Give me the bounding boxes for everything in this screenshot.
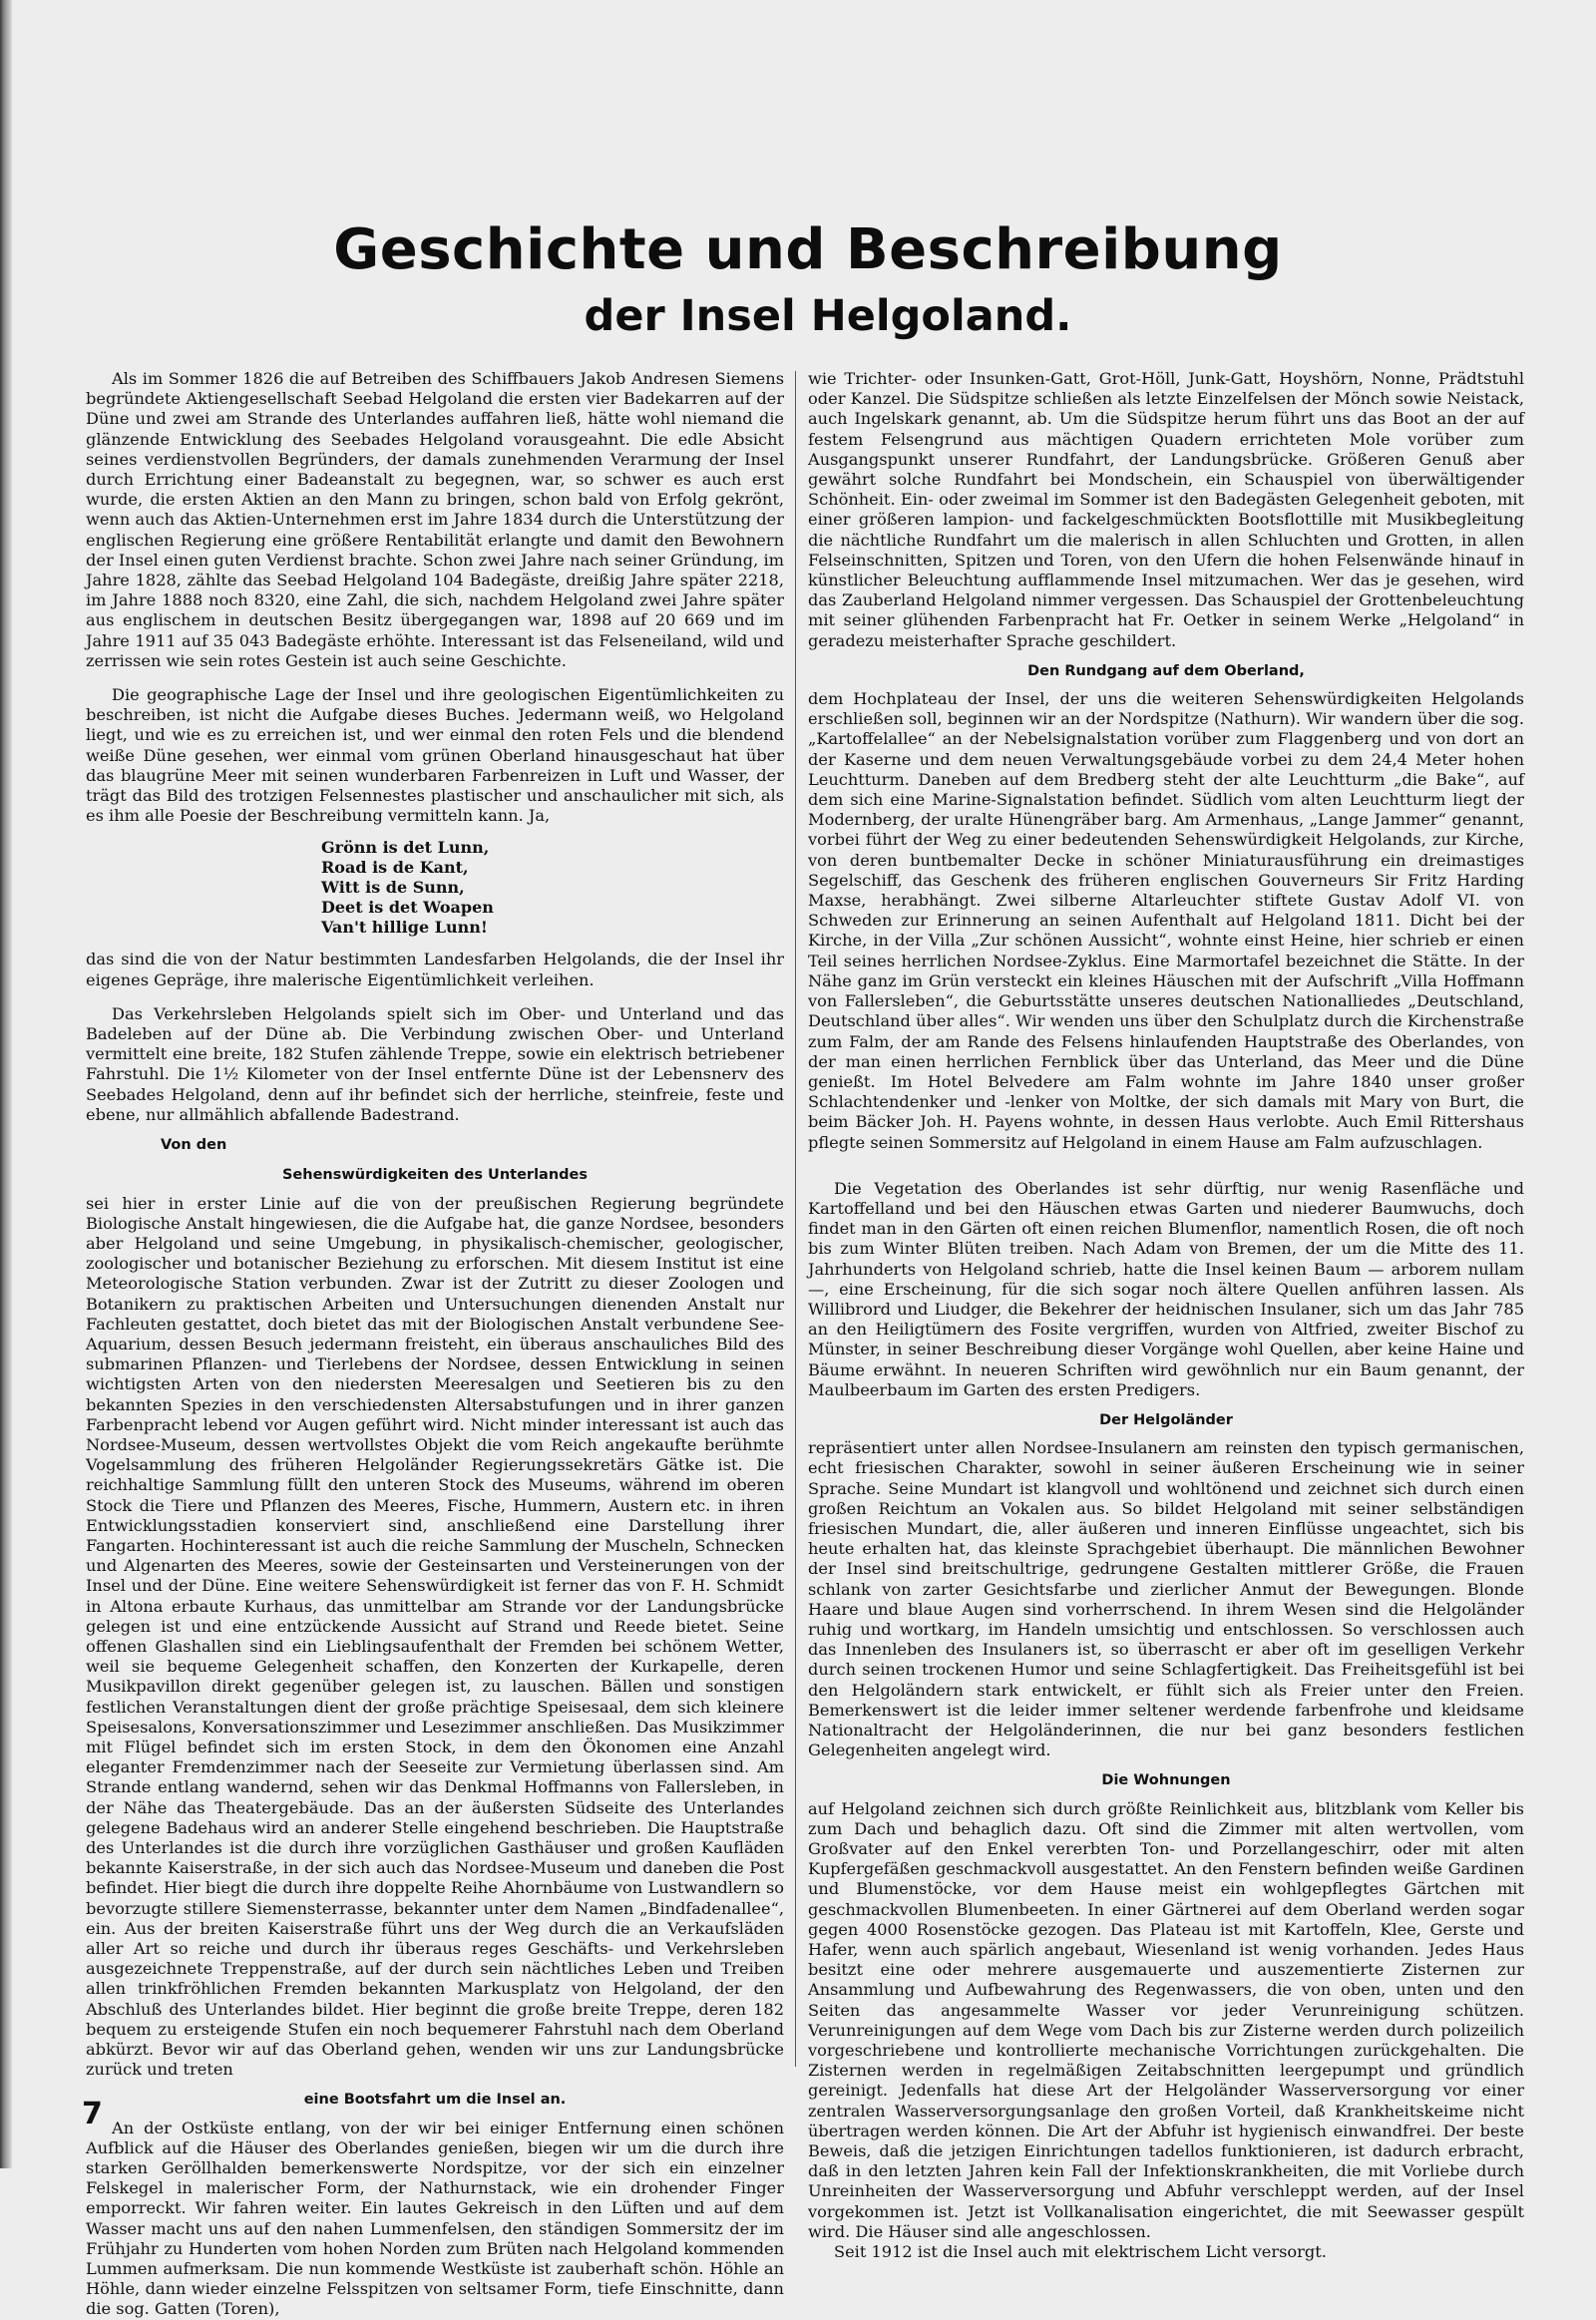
paragraph: das sind die von der Natur bestimmten Landesfarben Helgolands, die der Insel ihr eigenes Gepräge, ihre malerische Eigentümlichkeit verleihen.	[86, 950, 784, 989]
column-divider	[795, 371, 796, 2067]
document-page	[60, 0, 1556, 2319]
poem-line: Road is de Kant,	[321, 858, 469, 878]
page-number: 7	[82, 2097, 103, 2131]
left-column	[86, 369, 784, 2319]
page-subtitle: der Insel Helgoland.	[584, 291, 1072, 341]
poem	[321, 838, 784, 938]
paragraph: wie Trichter- oder Insunken-Gatt, Grot-Höll, Junk-Gatt, Hoyshörn, Nonne, Prädtstuhl oder Kanzel. Die Südspitze schließen als letzte Einzelfelsen der Mönch sowie Neistack, auch Ingelskark genannt, ab. Um die Südspitze herum führt uns das Boot an der auf festem Felsengrund aus mächtigen Quadern errichteten Mole vorüber zum Ausgangspunkt unserer Rundfahrt, der Landungsbrücke. Größeren Genuß aber gewährt solche Rundfahrt bei Mondschein, ein Schauspiel von überwältigender Schönheit. Ein- oder zweimal im Sommer ist den Badegästen Gelegenheit geboten, mit einer größeren lampion- und fackelgeschmückten Bootsflottille mit Musikbegleitung die nächtliche Rundfahrt um die malerisch in allen Schluchten und Grotten, in allen Felseinschnitten, Spitzen und Toren, von den Ufern die hohen Felsenwände hinauf in künstlicher Beleuchtung aufflammende Insel mitzumachen. Wer das je gesehen, wird das Zauberland Helgoland nimmer vergessen. Das Schauspiel der Grottenbeleuchtung mit seiner glühenden Farbenpracht hat Fr. Oetker in seinem Werke „Helgoland“ in geradezu meisterhafter Sprache geschildert.	[808, 369, 1525, 650]
paragraph: auf Helgoland zeichnen sich durch größte Reinlichkeit aus, blitzblank vom Keller bis zum Dach und behaglich dazu. Oft sind die Zimmer mit alten wertvollen, vom Großvater auf den Enkel vererbten Ton- und Porzellangeschirr, oder mit alten Kupfergefäßen geschmackvoll ausgestattet. An den Fenstern befinden weiße Gardinen und Blumenstöcke, vor dem Hause meist ein wohlgepflegtes Gärtchen mit geschmackvollen Blumenbeeten. In einer Gärtnerei auf dem Oberland werden sogar gegen 4000 Rosenstöcke gezogen. Das Plateau ist mit Kartoffeln, Klee, Gerste und Hafer, wenn auch spärlich angebaut, Wiesenland ist wenig vorhanden. Jedes Haus besitzt eine oder mehrere ausgemauerte und auszementierte Zisternen zur Ansammlung und Aufbewahrung des Regenwassers, die von oben, unten und den Seiten das angesammelte Wasser vor jeder Verunreinigung schützen. Verunreinigungen auf dem Wege vom Dach bis zur Zisterne werden durch polizeilich vorgeschriebene und kontrollierte mechanische Vorrichtungen zurückgehalten. Die Zisternen werden in regelmäßigen Zeitabschnitten leergepumpt und gründlich gereinigt. Jedenfalls hat diese Art der Helgoländer Wasserversorgung vor einer zentralen Wasserversorgungsanlage den großen Vorteil, daß Krankheitskeime nicht übertragen werden können. Die Art der Abfuhr ist hygienisch einwandfrei. Der beste Beweis, daß die jetzigen Einrichtungen tadellos funktionieren, ist dadurch erbracht, daß in den letzten Jahren kein Fall der Infektionskrankheiten, die mit Vorliebe durch Unreinheiten der Wasserversorgung und Abfuhr verschleppt werden, auf der Insel vorgekommen ist. Jetzt ist Vollkanalisation eingerichtet, die mit Seewasser gespült wird. Die Häuser sind alle angeschlossen.	[808, 1798, 1524, 2241]
poem-line: Deet is det Woapen	[321, 898, 494, 918]
right-column	[808, 369, 1525, 2262]
page-edge-shadow	[0, 0, 12, 2168]
paragraph: sei hier in erster Linie auf die von der preußischen Regierung begründete Biologische Anstalt hingewiesen, die die Aufgabe hat, die ganze Nordsee, besonders aber Helgoland und seine Umgebung, in physikalisch-chemischer, geologischer, zoologischer und botanischer Beziehung zu erforschen. Mit diesem Institut ist eine Meteorologische Station verbunden. Zwar ist der Zutritt zu dieser Zoologen und Botanikern zu praktischen Arbeiten und Untersuchungen dienenden Anstalt nur Fachleuten gestattet, doch bietet das mit der Biologischen Anstalt verbundene See-Aquarium, dessen Besuch jedermann freisteht, ein überaus anschauliches Bild des submarinen Pflanzen- und Tierlebens der Nordsee, dessen Entwicklung in seinen wichtigsten Arten von den niedersten Meeresalgen und Seetieren bis zu den bekannten Spezies in den verschiedensten Altersabstufungen und in ihrer ganzen Farbenpracht lebend vor Augen geführt wird. Nicht minder interessant ist auch das Nordsee-Museum, dessen wertvollstes Objekt die vom Reich angekaufte berühmte Vogelsammlung des früheren Helgoländer Regierungssekretärs Gätke ist. Die reichhaltige Sammlung füllt den unteren Stock des Museums, während im oberen Stock die Tiere und Pflanzen des Meeres, Fische, Hummern, Austern etc. in ihren Entwicklungsstadien konserviert sind, anschließend eine Darstellung ihrer Fangarten. Hochinteressant ist auch die reiche Sammlung der Muscheln, Schnecken und Algenarten des Meeres, sowie der Gesteinsarten und Versteinerungen von der Insel und der Düne. Eine weitere Sehenswürdigkeit ist ferner das von F. H. Schmidt in Altona erbaute Kurhaus, das unmittelbar am Strande vor der Landungsbrücke gelegen ist und eine entzückende Aussicht auf Strand und Reede bietet. Seine offenen Glashallen sind ein Lieblingsaufenthalt der Fremden bei schönem Wetter, weil sie bequeme Gelegenheit schaffen, den Konzerten der Kurkapelle, deren Musikpavillon direkt gegenüber gelegen ist, zu lauschen. Bällen und sonstigen festlichen Veranstaltungen dient der große prächtige Speisesaal, dem sich kleinere Speisesalons, Konversationszimmer und Lesezimmer anschließen. Das Musikzimmer mit Flügel befindet sich im ersten Stock, in dem den Ökonomen eine Anzahl eleganter Fremdenzimmer nach der Seeseite zur Vermietung überlassen sind. Am Strande entlang wandernd, sehen wir das Denkmal Hoffmanns von Fallersleben, in der Nähe das Theatergebäude. Das an der äußersten Südseite des Unterlandes gelegene Badehaus wird an anderer Stelle eingehend beschrieben. Die Hauptstraße des Unterlandes ist die durch ihre vorzüglichen Gasthäuser und großen Kaufläden bekannte Kaiserstraße, in der sich auch das Nordsee-Museum und daneben die Post befindet. Hier biegt die durch ihre doppelte Reihe Ahornbäume von Lustwandlern so bevorzugte stillere Siemensterrasse, bekannter unter dem Namen „Bindfadenallee“, ein. Aus der breiten Kaiserstraße führt uns der Weg durch die an Verkaufsläden aller Art so reiche und durch ihr überaus reges Geschäfts- und Verkehrsleben ausgezeichnete Treppenstraße, auf der durch sein nächtliches Leben und Treiben allen trinkfröhlichen Fremden bekannten Markusplatz von Helgoland, der den Abschluß des Unterlandes bildet. Hier beginnt die große breite Treppe, deren 182 bequem zu ersteigende Stufen ein noch bequemerer Fahrstuhl nach dem Oberland abkürzt. Bevor wir auf das Oberland gehen, wenden wir uns zur Landungsbrücke zurück und treten	[86, 1193, 784, 2080]
paragraph: An der Ostküste entlang, von der wir bei einiger Entfernung einen schönen Aufblick auf die Häuser des Oberlandes genießen, biegen wir um die durch ihre starken Geröllhalden bemerkenswerte Nordspitze, vor der sich ein einzelner Felskegel in malerischer Form, der Nathurnstack, wie ein drohender Finger emporreckt. Wir fahren weiter. Ein lautes Gekreisch in den Lüften und auf dem Wasser macht uns auf den nahen Lummenfelsen, den ständigen Sommersitz der im Frühjahr zu Hunderten vom hohen Norden zum Brüten nach Helgoland kommenden Lummen aufmerksam. Die nun kommende Westküste ist zauberhaft schön. Höhle an Höhle, dann wieder einzelne Felsspitzen von seltsamer Form, tiefe Einschnitte, dann die sog. Gatten (Toren),	[86, 2118, 784, 2319]
paragraph: Die geographische Lage der Insel und ihre geologischen Eigentümlichkeiten zu beschreiben, ist nicht die Aufgabe dieses Buches. Jedermann weiß, wo Helgoland liegt, und wie es zu erreichen ist, und wer einmal den roten Fels und die blendend weiße Düne gesehen, wer einmal vom grünen Oberland hinausgeschaut hat über das blaugrüne Meer mit seinen wunderbaren Farbenreizen in Luft und Wasser, der trägt das Bild des trotzigen Felsennestes plastischer und anschaulicher mit sich, als es ihm alle Poesie der Beschreibung vermitteln kann. Ja,	[86, 685, 784, 826]
paragraph: Als im Sommer 1826 die auf Betreiben des Schiffbauers Jakob Andresen Siemens begründete Aktiengesellschaft Seebad Helgoland die ersten vier Badekarren auf der Düne und zwei am Strande des Unterlandes auffahren ließ, hätte wohl niemand die glänzende Entwicklung des Seebades Helgoland vorausgeahnt. Die edle Absicht seines verdienstvollen Begründers, der damals zunehmenden Verarmung der Insel durch Errichtung einer Badeanstalt zu begegnen, war, so schwer es auch erst wurde, die ersten Aktien an den Mann zu bringen, schon bald von Erfolg gekrönt, wenn auch das Aktien-Unternehmen erst im Jahre 1834 durch die Unterstützung der englischen Regierung eine größere Rentabilität erlangte und damit den Bewohnern der Insel einen guten Verdienst brachte. Schon zwei Jahre nach seiner Gründung, im Jahre 1828, zählte das Seebad Helgoland 104 Badegäste, dreißig Jahre später 2218, im Jahre 1888 noch 8320, eine Zahl, die sich, nachdem Helgoland zwei Jahre später aus englischem in deutschen Besitz übergegangen war, 1898 auf 20 669 und im Jahre 1911 auf 35 043 Badegäste erhöhte. Interessant ist das Felseneiland, wild und zerrissen wie sein rotes Gestein ist auch seine Geschichte.	[86, 369, 784, 670]
section-heading: Der Helgoländer	[1099, 1411, 1233, 1428]
section-heading: eine Bootsfahrt um die Insel an.	[303, 2092, 567, 2109]
section-heading: Den Rundgang auf dem Oberland,	[1027, 662, 1305, 679]
section-heading: Sehenswürdigkeiten des Unterlandes	[281, 1167, 588, 1184]
poem-line: Witt is de Sunn,	[321, 878, 465, 898]
page-title: Geschichte und Beschreibung	[333, 217, 1283, 282]
paragraph: Seit 1912 ist die Insel auch mit elektrischem Licht versorgt.	[834, 2242, 1327, 2262]
paragraph: Die Vegetation des Oberlandes ist sehr dürftig, nur wenig Rasenfläche und Kartoffelland und bei den Häuschen etwas Garten und niederer Baumwuchs, doch findet man in den Gärten oft einen reichen Blumenflor, namentlich Rosen, die oft noch bis zum Winter Blüten treiben. Nach Adam von Bremen, der um die Mitte des 11. Jahrhunderts von Helgoland schrieb, hatte die Insel keinen Baum — arborem nullam —, eine Erscheinung, für die sich sogar noch ältere Quellen anführen lassen. Als Willibrord und Liudger, die Bekehrer der heidnischen Insulaner, sich um das Jahr 785 an den Heiligtümern des Fosite vergriffen, wurden von Altfried, zweiter Bischof zu Münster, in seiner Beschreibung dieser Vorgänge wohl Quellen, aber keine Haine und Bäume erwähnt. In neueren Schriften wird gewöhnlich nur ein Baum genannt, der Maulbeerbaum im Garten des ersten Predigers.	[808, 1178, 1524, 1399]
paragraph: dem Hochplateau der Insel, der uns die weiteren Sehenswürdigkeiten Helgolands erschließen soll, beginnen wir an der Nordspitze (Nathurn). Wir wandern über die sog. „Kartoffelallee“ an der Nebelsignalstation vorüber zum Flaggenberg und von dort an der Kaserne und dem neuen Verwaltungsgebäude vorbei zu dem 24,4 Meter hohen Leuchtturm. Daneben auf dem Bredberg steht der alte Leuchtturm „die Bake“, auf dem sich eine Marine-Signalstation befindet. Südlich vom alten Leuchtturm liegt der Modernberg, der uralte Hünengräber barg. Am Armenhaus, „Lange Jammer“ genannt, vorbei führt der Weg zu einer bedeutenden Sehenswürdigkeit Helgolands, zur Kirche, von deren buntbemalter Decke in schöner Miniaturausführung ein dreimastiges Segelschiff, das Geschenk des früheren englischen Gouverneurs Sir Fritz Harding Maxse, herabhängt. Zwei silberne Altarleuchter stiftete Gustav Adolf VI. von Schweden zur Erinnerung an seinen Aufenthalt auf Helgoland 1811. Dicht bei der Kirche, in der Villa „Zur schönen Aussicht“, wohnte einst Heine, hier schrieb er einen Teil seines herrlichen Nordsee-Zyklus. Eine Marmortafel bezeichnet die Stätte. In der Nähe ganz im Grün versteckt ein kleines Häuschen mit der Aufschrift „Villa Hoffmann von Fallersleben“, die Geburtsstätte unseres deutschen Nationalliedes „Deutschland, Deutschland über alles“. Wir wenden uns über den Schulplatz durch die Kirchenstraße zum Falm, der am Rande des Felsens hinlaufenden Hauptstraße des Oberlandes, von der man einen herrlichen Fernblick über das Unterland, das Meer und die Düne genießt. Im Hotel Belvedere am Falm wohnte im Jahre 1840 unser großer Schlachtendenker und -lenker von Moltke, der sich damals mit Mary von Burt, die beim Bäcker Joh. H. Payens wohnte, in dessen Haus verlobte. Auch Emil Rittershaus pflegte seinen Sommersitz auf Helgoland in einem Hause am Falm aufzuschlagen.	[808, 689, 1524, 1152]
poem-line: Van't hillige Lunn!	[321, 918, 488, 938]
section-heading: Die Wohnungen	[1101, 1772, 1231, 1789]
paragraph: Das Verkehrsleben Helgolands spielt sich im Ober- und Unterland und das Badeleben auf der Düne ab. Die Verbindung zwischen Ober- und Unterland vermittelt eine breite, 182 Stufen zählende Treppe, sowie ein elektrisch betriebener Fahrstuhl. Die 1½ Kilometer von der Insel entfernte Düne ist der Lebensnerv des Seebades Helgoland, denn auf ihr befindet sich der herrliche, steinfreie, feste und ebene, nur allmählich abfallende Badestrand.	[86, 1003, 784, 1124]
poem-line: Grönn is det Lunn,	[321, 838, 490, 858]
paragraph: repräsentiert unter allen Nordsee-Insulanern am reinsten den typisch germanischen, echt friesischen Charakter, sowohl in seiner äußeren Erscheinung wie in seiner Sprache. Seine Mundart ist klangvoll und wohltönend und zeichnet sich durch einen großen Reichtum an Vokalen aus. So bildet Helgoland mit seiner selbständigen friesischen Mundart, die, aller äußeren und inneren Einflüsse ungeachtet, sich bis heute erhalten hat, das kleinste Sprachgebiet überhaupt. Die männlichen Bewohner der Insel sind breitschultrige, gedrungene Gestalten mittlerer Größe, die Frauen schlank von zarter Gesichtsfarbe und zierlicher Anmut der Bewegungen. Blonde Haare und blaue Augen sind vorherrschend. In ihrem Wesen sind die Helgoländer ruhig und wortkarg, im Handeln umsichtig und entschlossen. So verschlossen auch das Innenleben des Insulaners ist, so überrascht er aber oft im geselligen Verkehr durch seinen trockenen Humor und seine Schlagfertigkeit. Das Freiheitsgefühl ist bei den Helgoländern stark entwickelt, er fühlt sich als Freier unter den Freien. Bemerkenswert ist die leider immer seltener werdende farbenfrohe und kleidsame Nationaltracht der Helgoländerinnen, die nur bei ganz besonders festlichen Gelegenheiten angelegt wird.	[808, 1438, 1524, 1760]
section-heading: Von den	[161, 1137, 227, 1154]
